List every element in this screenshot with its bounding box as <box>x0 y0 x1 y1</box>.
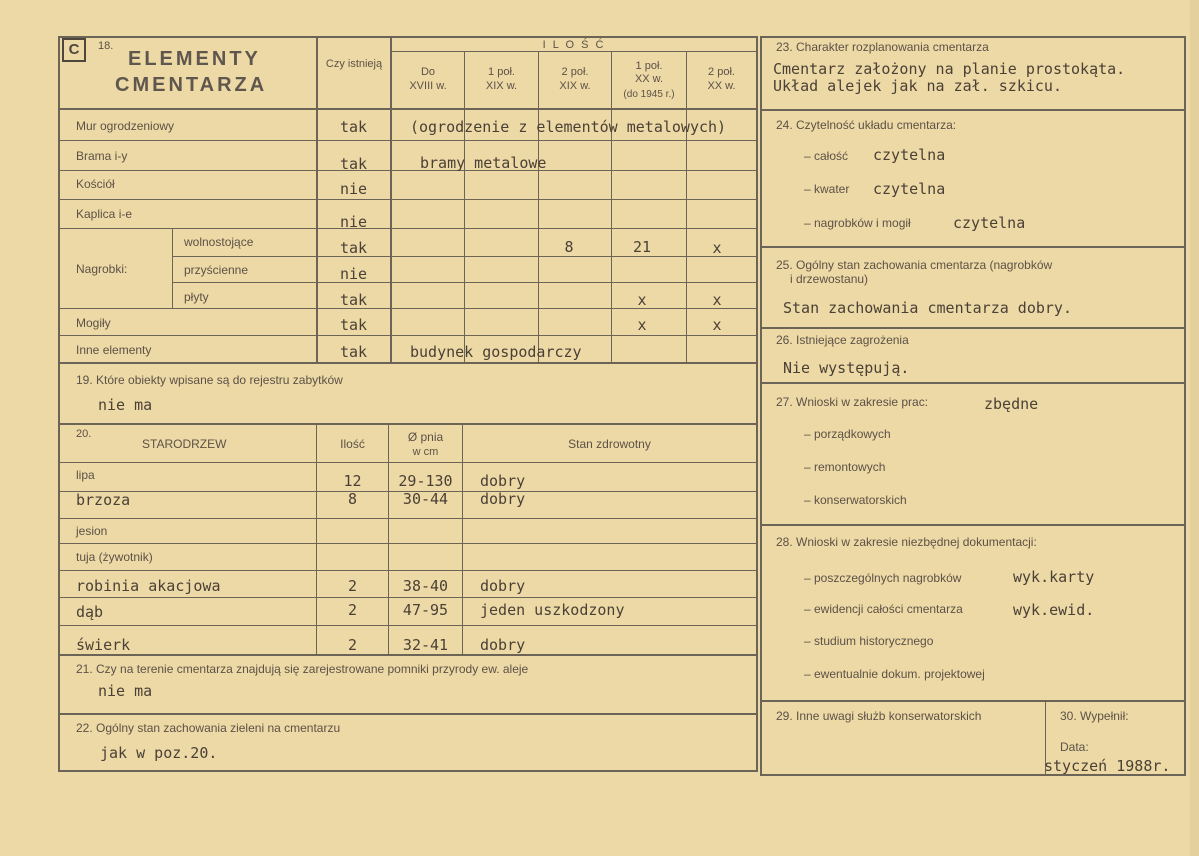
quantity-header: I L O Ś Ć <box>542 39 606 51</box>
section-25-label-line2: i drzewostanu) <box>790 272 869 286</box>
row-label-mur: Mur ogrodzeniowy <box>76 119 175 133</box>
value-wolnostojace-col4: 21 <box>632 238 652 256</box>
s20-header-diam-a: Ø pnia <box>407 430 444 444</box>
tree-qty: 2 <box>347 636 358 654</box>
value-plyty-exists: tak <box>340 291 368 309</box>
section-27-bottom-line <box>760 524 1186 526</box>
section-19-value: nie ma <box>98 396 153 414</box>
section-26-label: 26. Istniejące zagrożenia <box>776 333 909 347</box>
col2-label-a: 1 poł. <box>488 66 515 78</box>
section-18-title-line2: CMENTARZA <box>115 74 268 96</box>
section-25-label-line1: 25. Ogólny stan zachowania cmentarza (nagrobków <box>776 258 1053 272</box>
tree-state: dobry <box>480 472 526 490</box>
tree-diam: 38-40 <box>402 577 449 595</box>
s28-item-value: wyk.ewid. <box>1013 601 1095 619</box>
col1-label-a: Do <box>420 66 436 78</box>
col4-label-b: XX w. <box>634 73 664 85</box>
col4-label-a: 1 poł. <box>635 60 663 72</box>
left-border <box>58 36 60 772</box>
section-24-label: 24. Czytelność układu cmentarza: <box>776 118 957 132</box>
col5-label-a: 2 poł. <box>708 66 735 78</box>
right-panel-right-border <box>1184 36 1186 776</box>
row-line <box>58 140 758 141</box>
row-label-inne: Inne elementy <box>76 343 152 357</box>
s24-item-value: czytelna <box>953 214 1026 232</box>
value-inne-exists: tak <box>340 343 368 361</box>
section-25-bottom-line <box>760 327 1186 329</box>
tree-qty: 2 <box>347 577 358 595</box>
section-20-title: STARODRZEW <box>142 437 227 451</box>
section-29-label: 29. Inne uwagi służb konserwatorskich <box>776 709 982 723</box>
row-line <box>172 256 758 257</box>
s24-item-value: czytelna <box>873 180 946 198</box>
s28-item-label: – ewentualnie dokum. projektowej <box>804 667 985 681</box>
row-line <box>172 282 758 283</box>
tree-diam: 29-130 <box>398 472 453 490</box>
section-30-label: 30. Wypełnił: <box>1060 709 1129 723</box>
section-30-date-value: styczeń 1988r. <box>1044 757 1171 775</box>
section-18-title-line1: ELEMENTY <box>128 48 261 70</box>
value-mur-note: (ogrodzenie z elementów metalowych) <box>410 118 727 136</box>
col3-label-a: 2 poł. <box>561 66 589 78</box>
col-divider-3 <box>538 51 539 362</box>
section-22-value: jak w poz.20. <box>100 744 218 762</box>
s27-item: – remontowych <box>804 460 886 474</box>
s20-header-qty: Ilość <box>340 437 365 451</box>
nagrobki-divider <box>172 228 173 308</box>
tree-name: tuja (żywotnik) <box>76 550 153 564</box>
tree-name: brzoza <box>76 491 131 509</box>
tree-state: dobry <box>480 490 526 508</box>
value-brama-note: bramy metalowe <box>420 154 547 172</box>
tree-name: świerk <box>76 636 131 654</box>
bottom-border-left <box>58 770 758 772</box>
value-przyscienne-exists: nie <box>340 265 368 283</box>
value-inne-note: budynek gospodarczy <box>410 343 582 361</box>
row-label-kaplica: Kaplica i-e <box>76 207 133 221</box>
section-26-bottom-line <box>760 382 1186 384</box>
section-20-bottom-line <box>58 654 758 656</box>
s24-item-value: czytelna <box>873 146 946 164</box>
tree-qty: 8 <box>347 490 358 508</box>
col4-label-c: (do 1945 r.) <box>623 89 675 100</box>
s20-header-line <box>58 462 758 463</box>
section-30-date-label: Data: <box>1060 740 1089 754</box>
tree-qty: 2 <box>347 601 358 619</box>
middle-border <box>756 36 758 772</box>
row-label-brama: Brama i-y <box>76 149 128 163</box>
tree-name: robinia akacjowa <box>76 577 221 595</box>
s20-row-line <box>58 570 758 571</box>
row-label-wolnostojace: wolnostojące <box>184 235 254 249</box>
s20-divider-diam <box>388 425 389 655</box>
s20-row-line <box>58 625 758 626</box>
s27-item: – porządkowych <box>804 427 891 441</box>
row-label-kosciol: Kościół <box>76 177 115 191</box>
header-bottom-line <box>58 108 758 110</box>
value-brama-exists: tak <box>340 155 368 173</box>
s20-header-diam-b: w cm <box>412 446 439 458</box>
c-mark-box: C <box>62 38 86 62</box>
s20-row-line <box>58 543 758 544</box>
s28-item-label: – ewidencji całości cmentarza <box>804 602 963 616</box>
row-label-plyty: płyty <box>184 290 209 304</box>
s20-header-state: Stan zdrowotny <box>568 437 651 451</box>
tree-name: lipa <box>76 468 95 482</box>
section-21-label: 21. Czy na terenie cmentarza znajdują się zarejestrowane pomniki przyrody ew. aleje <box>76 662 529 676</box>
tree-diam: 47-95 <box>402 601 449 619</box>
tree-diam: 30-44 <box>402 490 449 508</box>
section-26-value: Nie występują. <box>783 359 910 377</box>
right-panel-top-border <box>760 36 1186 38</box>
s28-item-label: – studium historycznego <box>804 634 934 648</box>
s24-item-label: – nagrobków i mogił <box>804 216 911 230</box>
value-mur-exists: tak <box>340 118 368 136</box>
value-kaplica-exists: nie <box>340 213 368 231</box>
section-25-value: Stan zachowania cmentarza dobry. <box>783 299 1072 317</box>
section-27-value: zbędne <box>984 395 1039 413</box>
s24-item-label: – całość <box>804 149 849 163</box>
section-18-bottom-line <box>58 362 758 364</box>
tree-diam: 32-41 <box>402 636 449 654</box>
value-plyty-col5: x <box>712 291 722 309</box>
tree-name: dąb <box>76 603 104 621</box>
section-27-label: 27. Wnioski w zakresie prac: <box>776 395 929 409</box>
tree-name: jesion <box>76 524 108 538</box>
row-label-przyscienne: przyścienne <box>184 263 249 277</box>
section-20-number: 20. <box>76 428 92 440</box>
value-mogily-exists: tak <box>340 316 368 334</box>
section-23-label: 23. Charakter rozplanowania cmentarza <box>776 40 989 54</box>
right-edge-strip <box>1190 0 1199 856</box>
s20-divider-state <box>462 425 463 655</box>
col5-label-b: XX w. <box>707 80 736 92</box>
value-plyty-col4: x <box>637 291 647 309</box>
row-line <box>58 228 758 229</box>
section-19-bottom-line <box>58 423 758 425</box>
section-23-line2: Układ alejek jak na zał. szkicu. <box>773 77 1062 95</box>
s28-item-label: – poszczególnych nagrobków <box>804 571 962 585</box>
row-label-nagrobki: Nagrobki: <box>76 262 128 276</box>
section-19-label: 19. Które obiekty wpisane są do rejestru zabytków <box>76 373 343 387</box>
value-wolnostojace-exists: tak <box>340 239 368 257</box>
col3-label-b: XIX w. <box>559 80 591 92</box>
row-line <box>58 335 758 336</box>
right-panel-left-border <box>760 36 762 776</box>
col-divider-2 <box>464 51 465 362</box>
section-21-bottom-line <box>58 713 758 715</box>
section-24-bottom-line <box>760 246 1186 248</box>
s27-item: – konserwatorskich <box>804 493 907 507</box>
section-18-number: 18. <box>98 40 114 52</box>
section-22-label: 22. Ogólny stan zachowania zieleni na cmentarzu <box>76 721 341 735</box>
section-28-bottom-line <box>760 700 1186 702</box>
col2-label-b: XIX w. <box>485 80 518 92</box>
s24-item-label: – kwater <box>804 182 850 196</box>
exists-header: Czy istnieją <box>325 58 383 70</box>
section-23-line1: Cmentarz założony na planie prostokąta. <box>773 60 1126 78</box>
tree-state: jeden uszkodzony <box>480 601 625 619</box>
section-21-value: nie ma <box>98 682 153 700</box>
tree-qty: 12 <box>343 472 362 490</box>
value-wolnostojace-col3: 8 <box>564 238 574 256</box>
row-line <box>58 199 758 200</box>
s28-item-value: wyk.karty <box>1013 568 1095 586</box>
quantity-header-underline <box>390 51 756 52</box>
value-mogily-col5: x <box>712 316 722 334</box>
row-label-mogily: Mogiły <box>76 316 111 330</box>
row-line <box>58 170 758 171</box>
value-wolnostojace-col5: x <box>712 239 722 257</box>
col1-label-b: XVIII w. <box>409 80 447 92</box>
value-kosciol-exists: nie <box>340 180 368 198</box>
s20-row-line <box>58 518 758 519</box>
tree-state: dobry <box>480 577 526 595</box>
s20-divider-qty <box>316 425 317 655</box>
section-23-bottom-line <box>760 109 1186 111</box>
value-mogily-col4: x <box>637 316 647 334</box>
tree-state: dobry <box>480 636 526 654</box>
s20-row-line <box>58 597 758 598</box>
section-28-label: 28. Wnioski w zakresie niezbędnej dokumentacji: <box>776 535 1037 549</box>
